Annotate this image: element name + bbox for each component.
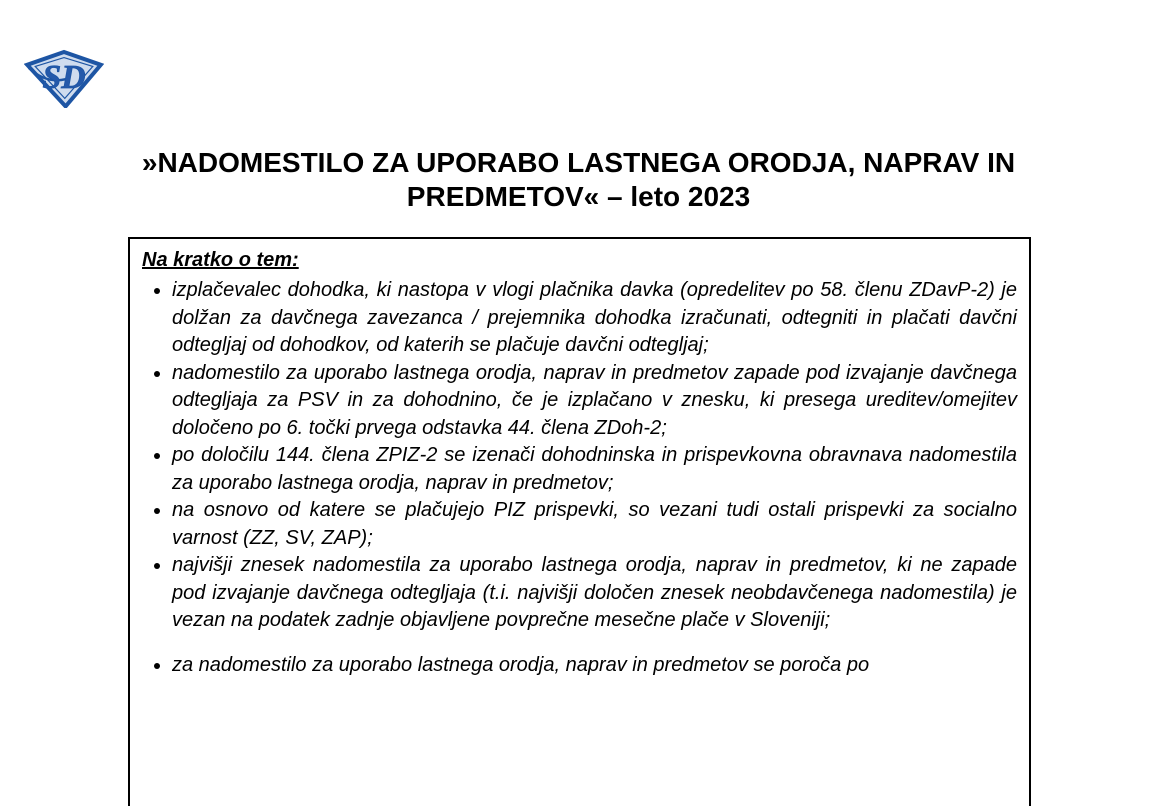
bullet-item-1: • izplačevalec dohodka, ki nastopa v vlogi plačnika davka (opredelitev po 58. členu ZDavP-2) je dolžan za davčnega zavezanca / prejemnika dohodka izračunati, odtegniti in plačati davčni odtegljaj od dohodkov, od katerih se plačuje davčni odtegljaj; [172,277,1017,360]
bullet-item-5: • najvišji znesek nadomestila za uporabo lastnega orodja, naprav in predmetov, ki ne zapade pod izvajanje davčnega odtegljaja (t.i. najvišji določen znesek neobdavčenega nadomestila) je vezan na podatek zadnje objavljene povprečne mesečne plače v Sloveniji; [172,552,1017,635]
bullet-item-3: • po določilu 144. člena ZPIZ-2 se izenači dohodninska in prispevkovna obravnava nadomestila za uporabo lastnega orodja, naprav in predmetov; [172,442,1017,497]
bullet-item-6-partial: • za nadomestilo za uporabo lastnega orodja, naprav in predmetov se poroča po [172,652,1017,680]
bullet-list [140,277,1017,679]
document-title: »NADOMESTILO ZA UPORABO LASTNEGA ORODJA, NAPRAV IN PREDMETOV« – leto 2023 [141,147,1016,212]
bullet-item-4: • na osnovo od katere se plačujejo PIZ prispevki, so vezani tudi ostali prispevki za socialno varnost (ZZ, SV, ZAP); [172,497,1017,552]
bullet-item-2: • nadomestilo za uporabo lastnega orodja, naprav in predmetov zapade pod izvajanje davčnega odtegljaja za PSV in za dohodnino, če je izplačano v znesku, ki presega ureditev/omejitev določeno po 6. točki prvega odstavka 44. člena ZDoh-2; [172,360,1017,443]
info-box-heading: Na kratko o tem: [142,249,299,271]
company-logo [24,44,104,108]
sd-logo-letters: SD [42,59,86,96]
sd-shield-icon [24,44,104,108]
info-box [128,237,1031,806]
